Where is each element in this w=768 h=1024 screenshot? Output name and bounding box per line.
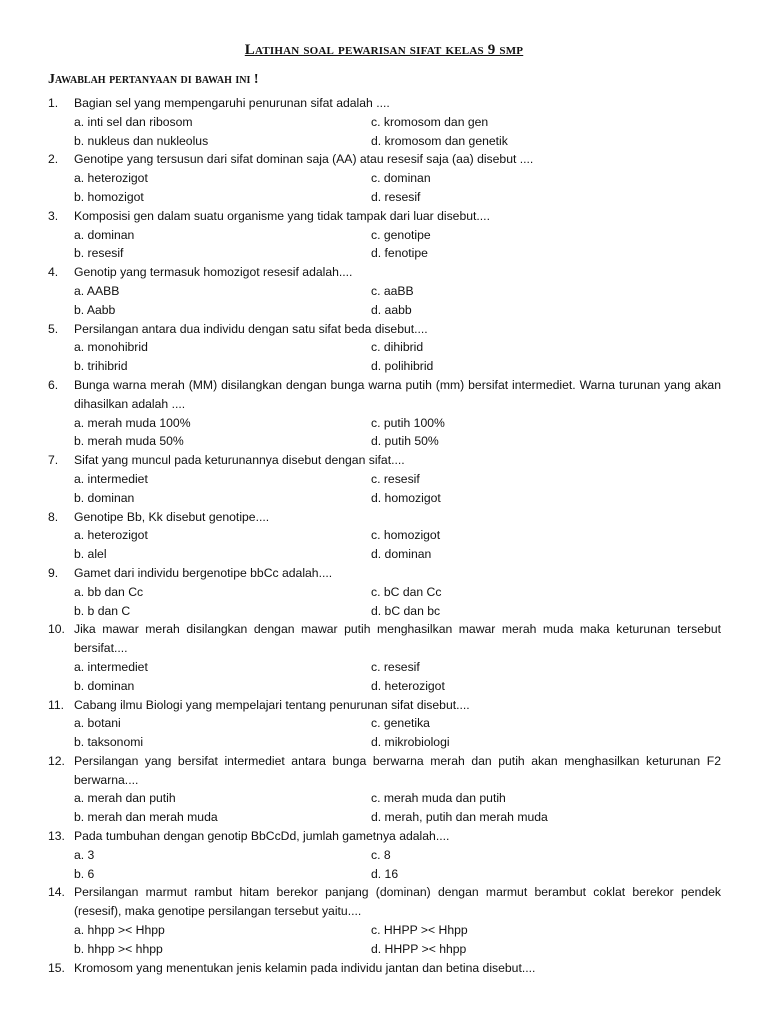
option-b: b. taksonomi <box>74 735 144 750</box>
question-item <box>0 959 768 978</box>
option-b: b. b dan C <box>74 603 131 618</box>
answer-options <box>0 583 768 621</box>
instruction-heading: Jawablah pertanyaan di bawah ini ! <box>48 72 259 87</box>
answer-options <box>0 414 768 452</box>
answer-options <box>0 714 768 752</box>
option-d: d. putih 50% <box>371 434 439 449</box>
question-stem <box>0 207 768 226</box>
option-a: a. AABB <box>74 283 120 298</box>
question-number: 7. <box>48 453 59 468</box>
option-c: c. kromosom dan gen <box>371 114 489 129</box>
option-c: c. bC dan Cc <box>371 584 442 599</box>
question-number: 13. <box>48 829 65 844</box>
option-c: c. merah muda dan putih <box>371 791 506 806</box>
question-stem <box>0 376 768 414</box>
question-text: Pada tumbuhan dengan genotip BbCcDd, jumlah gametnya adalah.... <box>74 829 450 844</box>
answer-options <box>0 226 768 264</box>
question-stem <box>0 620 768 658</box>
option-a: a. monohibrid <box>74 340 148 355</box>
option-a: a. heterozigot <box>74 171 148 186</box>
question-item <box>0 620 768 695</box>
question-item <box>0 827 768 883</box>
option-b: b. nukleus dan nukleolus <box>74 133 209 148</box>
question-text: Kromosom yang menentukan jenis kelamin pada individu jantan dan betina disebut.... <box>74 960 536 975</box>
question-number: 8. <box>48 509 59 524</box>
question-stem <box>0 263 768 282</box>
question-text: Bunga warna merah (MM) disilangkan dengan bunga warna putih (mm) bersifat intermediet. Warna turunan yang akan dihasilkan adalah .... <box>74 377 721 411</box>
question-list <box>0 94 768 977</box>
answer-options <box>0 921 768 959</box>
answer-options <box>0 789 768 827</box>
question-item <box>0 564 768 620</box>
question-item <box>0 263 768 319</box>
option-b: b. dominan <box>74 490 135 505</box>
option-b: b. trihibrid <box>74 359 128 374</box>
question-number: 9. <box>48 565 59 580</box>
question-stem <box>0 959 768 978</box>
option-a: a. botani <box>74 716 121 731</box>
question-number: 15. <box>48 960 65 975</box>
question-stem <box>0 752 768 790</box>
option-d: d. mikrobiologi <box>371 735 450 750</box>
question-text: Persilangan yang bersifat intermediet antara bunga berwarna merah dan putih akan menghasilkan keturunan F2 berwarna.... <box>74 753 721 787</box>
answer-options <box>0 282 768 320</box>
option-c: c. putih 100% <box>371 415 445 430</box>
option-b: b. dominan <box>74 678 135 693</box>
option-c: c. resesif <box>371 471 420 486</box>
question-text: Jika mawar merah disilangkan dengan mawar putih menghasilkan mawar merah muda maka keturunan tersebut bersifat.... <box>74 622 721 656</box>
option-d: d. homozigot <box>371 490 441 505</box>
page-title: Latihan soal pewarisan sifat kelas 9 smp <box>244 42 524 58</box>
question-text: Sifat yang muncul pada keturunannya disebut dengan sifat.... <box>74 453 405 468</box>
option-c: c. homozigot <box>371 528 441 543</box>
answer-options <box>0 846 768 884</box>
option-a: a. intermediet <box>74 659 148 674</box>
option-a: a. 3 <box>74 847 95 862</box>
question-number: 5. <box>48 321 59 336</box>
option-c: c. dihibrid <box>371 340 424 355</box>
question-stem <box>0 320 768 339</box>
answer-options <box>0 338 768 376</box>
question-text: Bagian sel yang mempengaruhi penurunan sifat adalah .... <box>74 96 390 110</box>
option-d: d. kromosom dan genetik <box>371 133 508 148</box>
question-item <box>0 883 768 958</box>
answer-options <box>0 470 768 508</box>
question-number: 2. <box>48 152 59 167</box>
option-a: a. bb dan Cc <box>74 584 144 599</box>
option-c: c. aaBB <box>371 283 414 298</box>
option-d: d. 16 <box>371 866 399 881</box>
question-number: 14. <box>48 885 65 900</box>
question-item <box>0 320 768 376</box>
question-text: Gamet dari individu bergenotipe bbCc adalah.... <box>74 565 333 580</box>
option-c: c. genetika <box>371 716 430 731</box>
question-number: 1. <box>48 96 59 110</box>
option-a: a. heterozigot <box>74 528 148 543</box>
answer-options <box>0 526 768 564</box>
option-b: b. hhpp >< hhpp <box>74 941 163 956</box>
question-stem <box>0 564 768 583</box>
option-c: c. genotipe <box>371 227 431 242</box>
question-text: Genotip yang termasuk homozigot resesif adalah.... <box>74 265 353 280</box>
option-a: a. merah muda 100% <box>74 415 191 430</box>
option-b: b. 6 <box>74 866 95 881</box>
question-item <box>0 696 768 752</box>
question-number: 6. <box>48 377 59 392</box>
question-item <box>0 376 768 451</box>
question-number: 10. <box>48 622 65 637</box>
option-b: b. merah muda 50% <box>74 434 184 449</box>
question-stem <box>0 150 768 169</box>
question-text: Persilangan marmut rambut hitam berekor panjang (dominan) dengan marmut berambut coklat berekor pendek (resesif), maka genotipe persilangan tersebut yaitu.... <box>74 885 721 919</box>
option-c: c. HHPP >< Hhpp <box>371 923 468 938</box>
option-d: d. dominan <box>371 547 432 562</box>
answer-options <box>0 113 768 151</box>
question-text: Komposisi gen dalam suatu organisme yang tidak tampak dari luar disebut.... <box>74 208 490 223</box>
option-d: d. fenotipe <box>371 246 428 261</box>
option-d: d. resesif <box>371 189 421 204</box>
option-b: b. homozigot <box>74 189 144 204</box>
question-number: 3. <box>48 208 59 223</box>
option-d: d. polihibrid <box>371 359 434 374</box>
option-a: a. merah dan putih <box>74 791 176 806</box>
question-stem <box>0 827 768 846</box>
question-item <box>0 94 768 150</box>
option-c: c. resesif <box>371 659 420 674</box>
question-number: 4. <box>48 265 59 280</box>
question-item <box>0 207 768 263</box>
question-stem <box>0 696 768 715</box>
option-a: a. intermediet <box>74 471 148 486</box>
option-b: b. Aabb <box>74 302 116 317</box>
question-text: Cabang ilmu Biologi yang mempelajari tentang penurunan sifat disebut.... <box>74 697 470 712</box>
option-b: b. alel <box>74 547 107 562</box>
question-text: Persilangan antara dua individu dengan satu sifat beda disebut.... <box>74 321 428 336</box>
option-a: a. inti sel dan ribosom <box>74 114 193 129</box>
question-stem <box>0 883 768 921</box>
option-d: d. HHPP >< hhpp <box>371 941 467 956</box>
answer-options <box>0 169 768 207</box>
question-stem <box>0 508 768 527</box>
question-item <box>0 150 768 206</box>
question-number: 11. <box>48 697 65 712</box>
question-stem <box>0 94 768 113</box>
question-number: 12. <box>48 753 65 768</box>
option-a: a. hhpp >< Hhpp <box>74 923 165 938</box>
option-b: b. resesif <box>74 246 124 261</box>
question-item <box>0 752 768 827</box>
question-text: Genotipe Bb, Kk disebut genotipe.... <box>74 509 270 524</box>
question-item <box>0 451 768 507</box>
option-c: c. 8 <box>371 847 391 862</box>
option-d: d. merah, putih dan merah muda <box>371 810 548 825</box>
option-c: c. dominan <box>371 171 431 186</box>
option-d: d. bC dan bc <box>371 603 441 618</box>
option-d: d. heterozigot <box>371 678 445 693</box>
question-stem <box>0 451 768 470</box>
option-b: b. merah dan merah muda <box>74 810 218 825</box>
question-item <box>0 508 768 564</box>
option-d: d. aabb <box>371 302 412 317</box>
question-text: Genotipe yang tersusun dari sifat dominan saja (AA) atau resesif saja (aa) disebut .... <box>74 152 534 167</box>
answer-options <box>0 658 768 696</box>
option-a: a. dominan <box>74 227 135 242</box>
